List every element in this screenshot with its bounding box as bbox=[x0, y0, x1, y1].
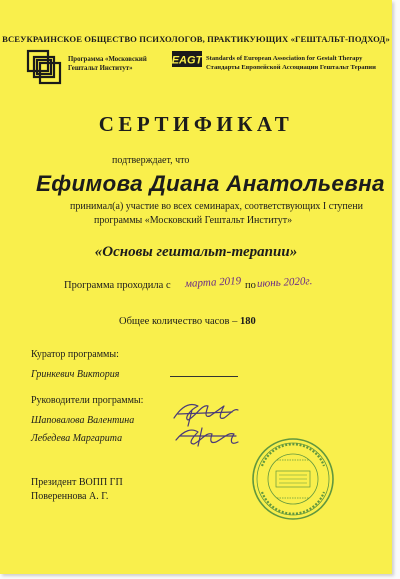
confirms-text: подтверждает, что bbox=[112, 155, 190, 166]
program-leader-1: Шаповалова Валентина bbox=[31, 415, 135, 426]
eagt-logo-icon bbox=[172, 51, 202, 67]
curator-label: Куратор программы: bbox=[31, 349, 119, 360]
total-hours-label: Общее количество часов – bbox=[119, 316, 238, 327]
program-leaders-label: Руководители программы: bbox=[31, 395, 144, 406]
total-hours-value: 180 bbox=[240, 316, 256, 327]
svg-text:EAGT: EAGT bbox=[172, 54, 202, 67]
curator-signature-line bbox=[170, 376, 238, 377]
course-title: «Основы гештальт-терапии» bbox=[94, 244, 298, 260]
program-leader-2: Лебедева Маргарита bbox=[31, 433, 123, 444]
end-date-label: по bbox=[245, 280, 256, 291]
program-period-label: Программа проходила с bbox=[64, 280, 171, 291]
participation-line-1: принимал(а) участие во всех семинарах, соответствующих I ступени bbox=[70, 201, 363, 212]
handwritten-signature-icon bbox=[168, 396, 244, 452]
eagt-standards-english: Standards of European Association for Gestalt Therapy bbox=[206, 55, 363, 62]
president-label: Президент ВОПП ГП bbox=[31, 477, 123, 488]
president-name: Повереннова А. Г. bbox=[31, 491, 109, 502]
program-name: Программа «Московский Гештальт Институт» bbox=[68, 56, 147, 72]
total-hours bbox=[119, 316, 256, 327]
organization-header: ВСЕУКРАИНСКОЕ ОБЩЕСТВО ПСИХОЛОГОВ, ПРАКТИКУЮЩИХ «ГЕШТАЛЬТ-ПОДХОД» bbox=[2, 34, 390, 44]
participation-line-2: программы «Московский Гештальт Институт» bbox=[94, 215, 293, 226]
recipient-name: Ефимова Диана Анатольевна bbox=[36, 171, 385, 196]
certificate-title: СЕРТИФИКАТ bbox=[98, 112, 294, 136]
curator-name: Гринкевич Виктория bbox=[31, 369, 120, 380]
start-date-handwritten: марта 2019 bbox=[184, 275, 242, 290]
eagt-standards-russian: Стандарты Европейской Ассоциации Гештальт Терапии bbox=[206, 64, 376, 71]
nested-squares-logo-icon bbox=[26, 49, 64, 87]
round-seal-stamp-icon bbox=[250, 436, 336, 522]
end-date-handwritten: июнь 2020г. bbox=[256, 275, 313, 290]
